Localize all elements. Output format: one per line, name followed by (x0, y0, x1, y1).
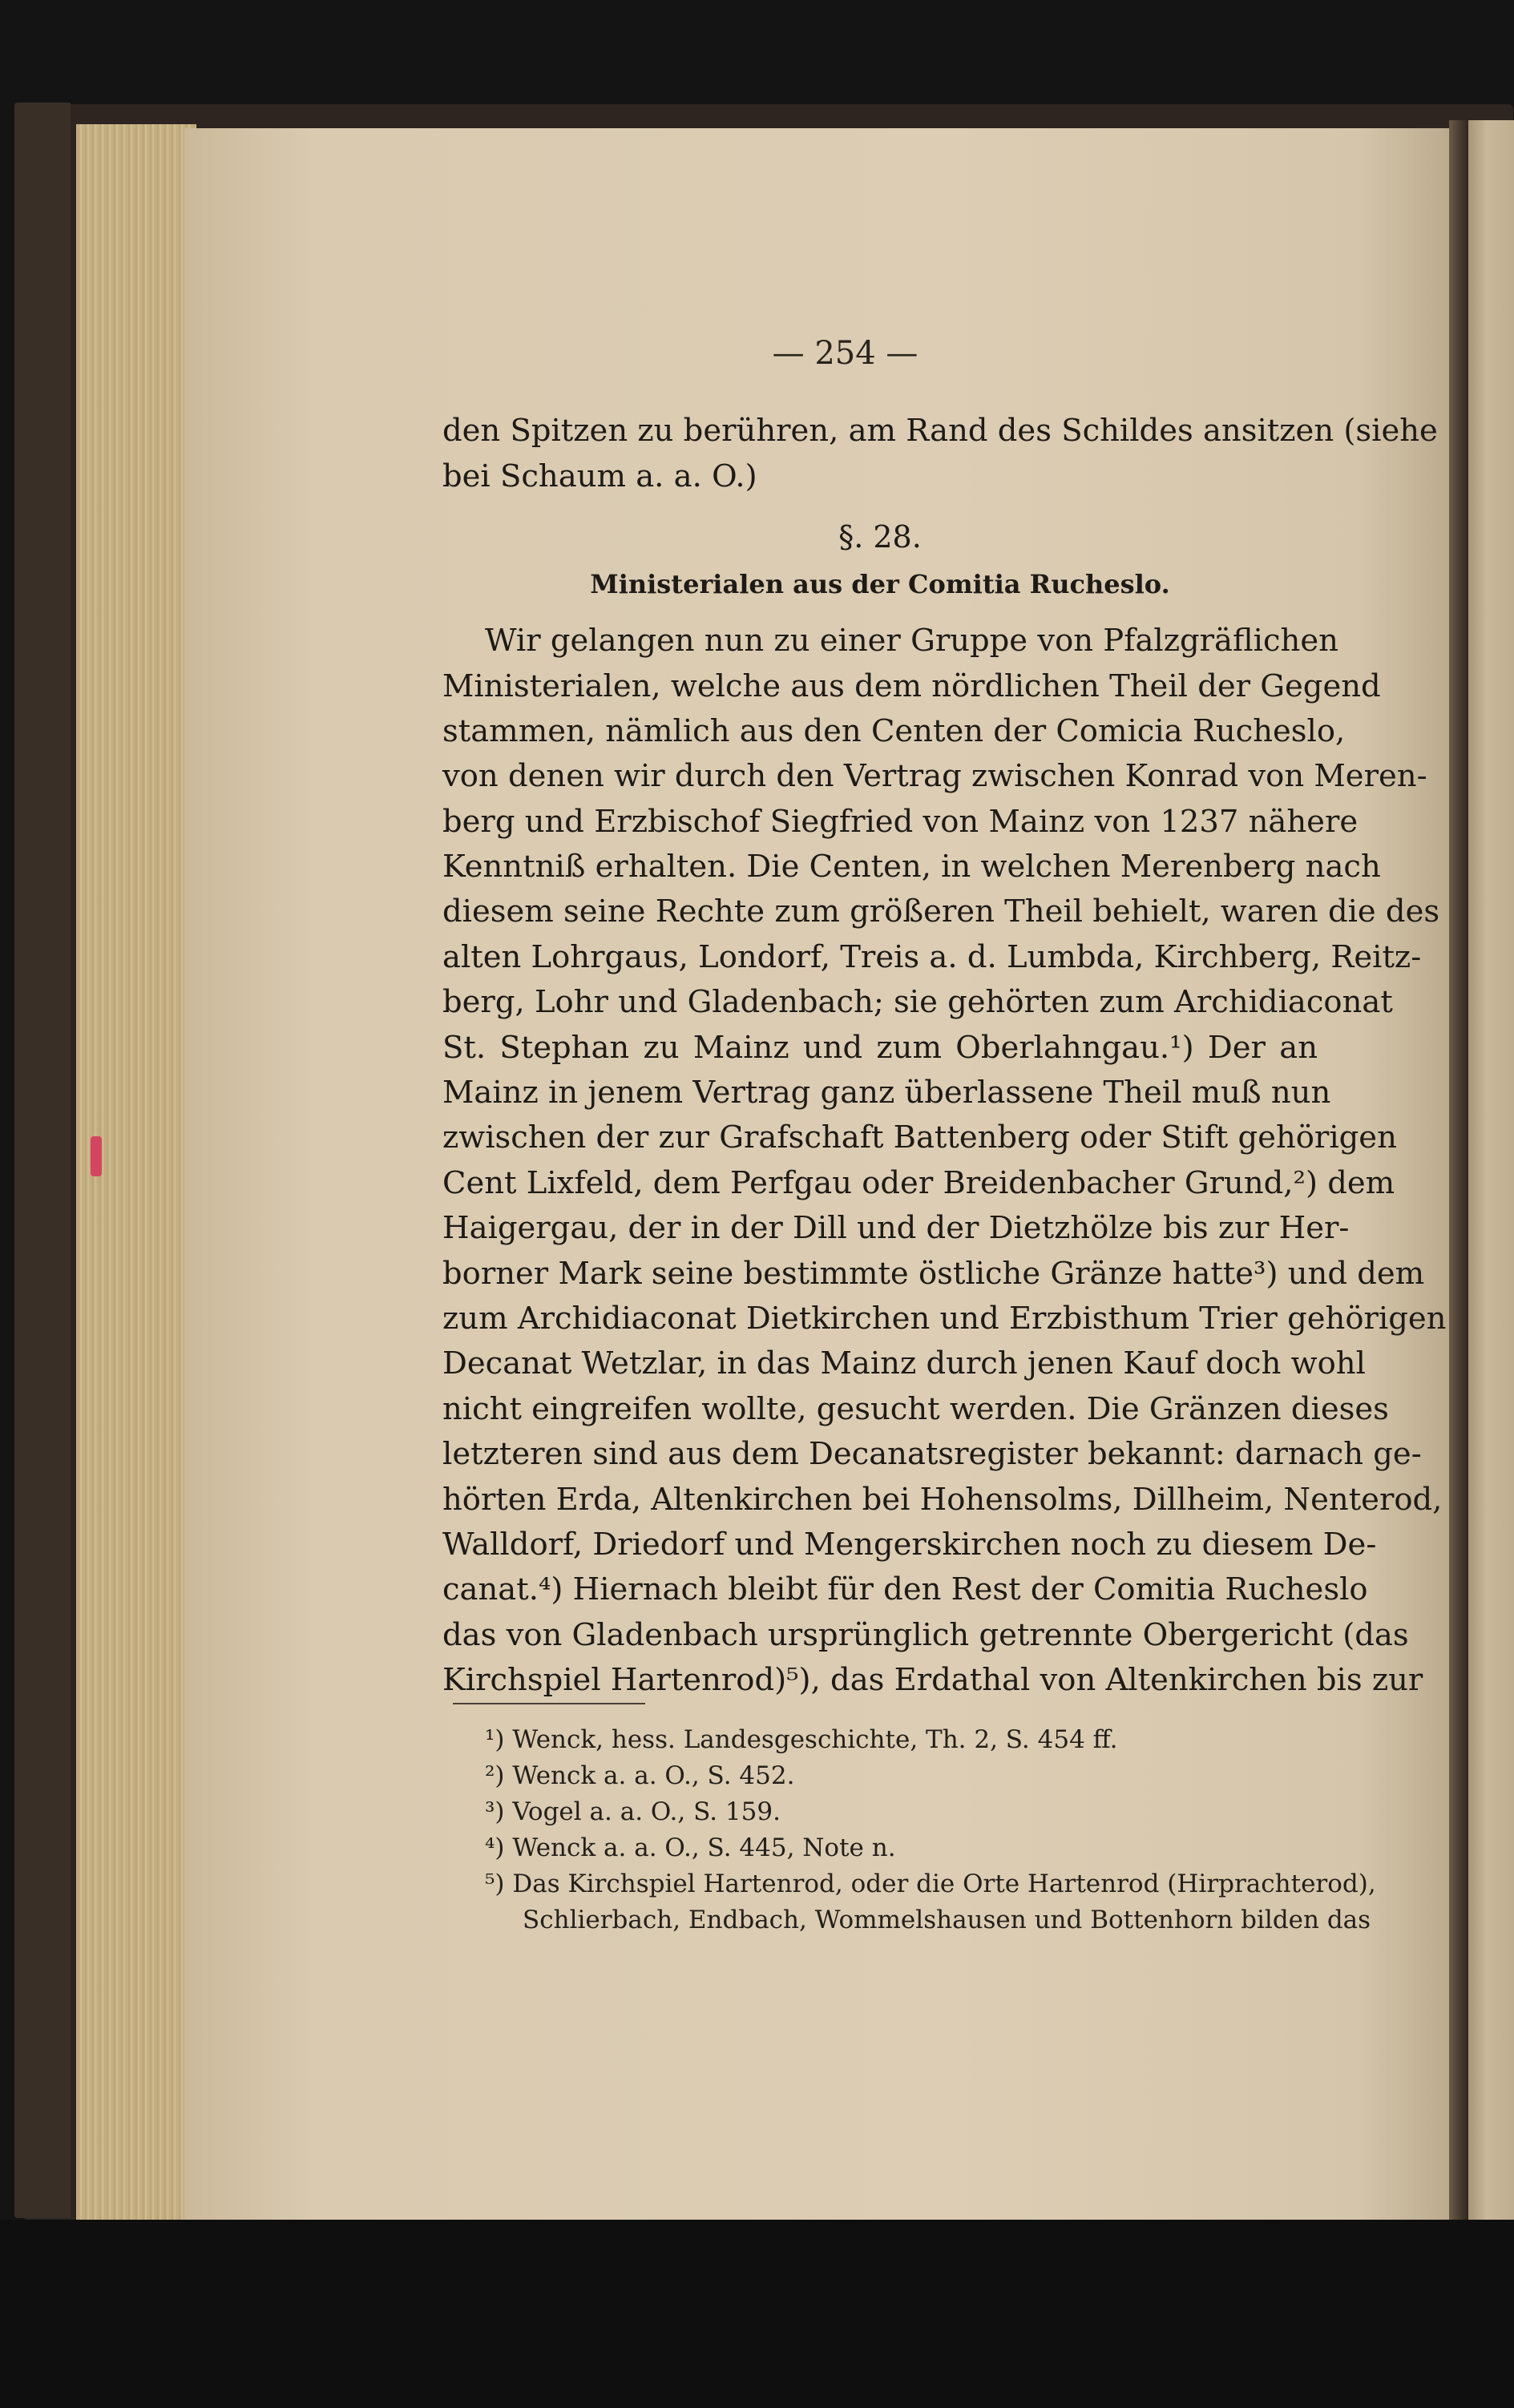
body-line: stammen, nämlich aus den Centen der Comicia Rucheslo, (442, 713, 1346, 749)
body-line: Haigergau, der in der Dill und der Dietzhölze bis zur Her- (442, 1210, 1350, 1246)
facing-page-edge (1468, 120, 1514, 2228)
page-number: — 254 — (772, 335, 918, 372)
body-line: Kirchspiel Hartenrod)⁵), das Erdathal von Altenkirchen bis zur (442, 1662, 1423, 1698)
footnote: ²) Wenck a. a. O., S. 452. (485, 1761, 795, 1790)
body-line: Walldorf, Driedorf und Mengerskirchen noch zu diesem De- (442, 1527, 1377, 1563)
body-line: borner Mark seine bestimmte östliche Gränze hatte³) und dem (442, 1256, 1425, 1292)
body-line: letzteren sind aus dem Decanatsregister bekannt: darnach ge- (442, 1436, 1422, 1472)
book-cover-edge (14, 103, 71, 2218)
body-line: Cent Lixfeld, dem Perfgau oder Breidenbacher Grund,²) dem (442, 1165, 1395, 1201)
footnote-rule (453, 1703, 645, 1704)
footnote-continuation: Schlierbach, Endbach, Wommelshausen und Bottenhorn bilden das (523, 1906, 1371, 1934)
body-line: bei Schaum a. a. O.) (442, 458, 757, 494)
section-title: Ministerialen aus der Comitia Rucheslo. (590, 569, 1170, 599)
background-surface (0, 2220, 1514, 2408)
footnote: ¹) Wenck, hess. Landesgeschichte, Th. 2, S. 454 ff. (485, 1725, 1118, 1754)
body-line: das von Gladenbach ursprünglich getrennte Obergericht (das (442, 1617, 1409, 1653)
body-line: berg, Lohr und Gladenbach; sie gehörten zum Archidiaconat (442, 984, 1393, 1020)
section-number: §. 28. (838, 519, 922, 555)
footnote: ³) Vogel a. a. O., S. 159. (485, 1797, 781, 1826)
body-line: berg und Erzbischof Siegfried von Mainz von 1237 nähere (442, 804, 1359, 840)
body-line: von denen wir durch den Vertrag zwischen Konrad von Meren- (442, 758, 1427, 794)
body-line: alten Lohrgaus, Londorf, Treis a. d. Lumbda, Kirchberg, Reitz- (442, 939, 1422, 975)
body-line: zwischen der zur Grafschaft Battenberg oder Stift gehörigen (442, 1119, 1397, 1156)
footnote: ⁴) Wenck a. a. O., S. 445, Note n. (485, 1833, 896, 1862)
body-line: diesem seine Rechte zum größeren Theil behielt, waren die des (442, 893, 1440, 930)
body-line: nicht eingreifen wollte, gesucht werden. Die Gränzen dieses (442, 1391, 1389, 1427)
body-line: Decanat Wetzlar, in das Mainz durch jenen Kauf doch wohl (442, 1345, 1366, 1381)
body-line: zum Archidiaconat Dietkirchen und Erzbisthum Trier gehörigen (442, 1301, 1447, 1337)
body-line: Ministerialen, welche aus dem nördlichen Theil der Gegend (442, 668, 1381, 704)
body-line: Wir gelangen nun zu einer Gruppe von Pfalzgräflichen (485, 623, 1338, 659)
page-gutter (1449, 120, 1470, 2228)
footnote: ⁵) Das Kirchspiel Hartenrod, oder die Orte Hartenrod (Hirprachterod), (485, 1870, 1376, 1898)
body-line: Kenntniß erhalten. Die Centen, in welchen Merenberg nach (442, 849, 1381, 885)
body-line: St. Stephan zu Mainz und zum Oberlahngau.¹) Der an (442, 1030, 1318, 1066)
body-line: den Spitzen zu berühren, am Rand des Schildes ansitzen (siehe (442, 413, 1438, 449)
body-line: hörten Erda, Altenkirchen bei Hohensolms, Dillheim, Nenterod, (442, 1482, 1443, 1518)
body-line: Mainz in jenem Vertrag ganz überlassene Theil muß nun (442, 1075, 1331, 1111)
bookmark-tab (91, 1136, 102, 1176)
body-line: canat.⁴) Hiernach bleibt für den Rest der Comitia Rucheslo (442, 1571, 1368, 1607)
